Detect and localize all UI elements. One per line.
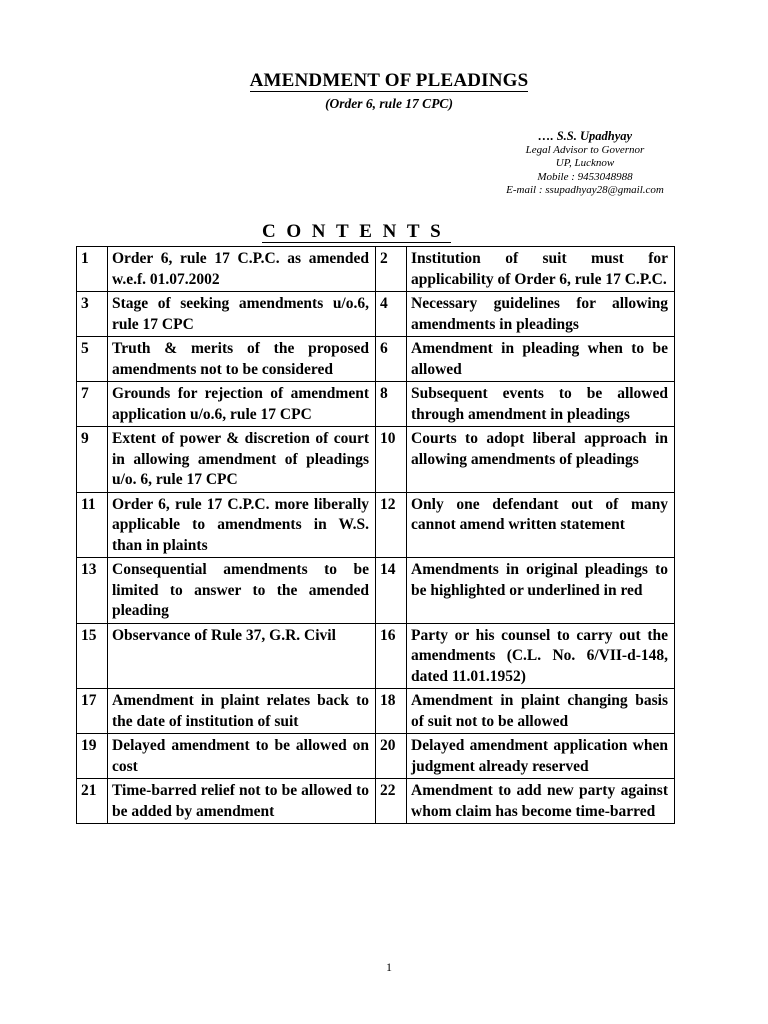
- contents-row: [77, 292, 675, 337]
- contents-item-title: Only one defendant out of many cannot amend written statement: [407, 492, 675, 558]
- contents-row: [77, 382, 675, 427]
- contents-row: [77, 623, 675, 689]
- contents-item-title: Party or his counsel to carry out the amendments (C.L. No. 6/VII-d-148, dated 11.01.1952): [407, 623, 675, 689]
- contents-item-number: 13: [77, 558, 108, 624]
- contents-table-body: [77, 247, 675, 824]
- contents-item-number: 22: [376, 779, 407, 824]
- contents-item-number: 15: [77, 623, 108, 689]
- contents-row: [77, 492, 675, 558]
- contents-item-number: 1: [77, 247, 108, 292]
- contents-item-number: 8: [376, 382, 407, 427]
- contents-item-number: 9: [77, 427, 108, 493]
- contents-item-number: 6: [376, 337, 407, 382]
- contents-row: [77, 558, 675, 624]
- contents-row: [77, 427, 675, 493]
- contents-table: [76, 246, 675, 824]
- author-name: …. S.S. Upadhyay: [537, 129, 633, 143]
- contents-item-number: 3: [77, 292, 108, 337]
- contents-row: [77, 337, 675, 382]
- contents-item-title: Amendment in pleading when to be allowed: [407, 337, 675, 382]
- contents-item-number: 17: [77, 689, 108, 734]
- contents-item-title: Amendment in plaint changing basis of suit not to be allowed: [407, 689, 675, 734]
- contents-item-number: 19: [77, 734, 108, 779]
- contents-item-title: Delayed amendment application when judgment already reserved: [407, 734, 675, 779]
- contents-item-title: Courts to adopt liberal approach in allowing amendments of pleadings: [407, 427, 675, 493]
- contents-item-number: 5: [77, 337, 108, 382]
- contents-item-title: Grounds for rejection of amendment application u/o.6, rule 17 CPC: [108, 382, 376, 427]
- contents-item-title: Truth & merits of the proposed amendments not to be considered: [108, 337, 376, 382]
- contents-row: [77, 734, 675, 779]
- contents-item-number: 16: [376, 623, 407, 689]
- contents-item-title: Consequential amendments to be limited to answer to the amended pleading: [108, 558, 376, 624]
- contents-row: [77, 247, 675, 292]
- contents-item-number: 12: [376, 492, 407, 558]
- contents-item-title: Institution of suit must for applicability of Order 6, rule 17 C.P.C.: [407, 247, 675, 292]
- contents-row: [77, 779, 675, 824]
- contents-item-title: Observance of Rule 37, G.R. Civil: [108, 623, 376, 689]
- contents-item-number: 14: [376, 558, 407, 624]
- contents-heading: CONTENTS: [262, 221, 452, 242]
- contents-item-title: Amendments in original pleadings to be highlighted or underlined in red: [407, 558, 675, 624]
- contents-item-title: Order 6, rule 17 C.P.C. more liberally applicable to amendments in W.S. than in plaints: [108, 492, 376, 558]
- page-number: 1: [386, 960, 392, 974]
- contents-item-number: 7: [77, 382, 108, 427]
- contents-item-number: 20: [376, 734, 407, 779]
- contents-item-number: 18: [376, 689, 407, 734]
- author-block: [460, 129, 710, 198]
- contents-item-title: Delayed amendment to be allowed on cost: [108, 734, 376, 779]
- contents-item-title: Subsequent events to be allowed through amendment in pleadings: [407, 382, 675, 427]
- contents-item-number: 11: [77, 492, 108, 558]
- contents-item-title: Amendment in plaint relates back to the date of institution of suit: [108, 689, 376, 734]
- author-email: E-mail : ssupadhyay28@gmail.com: [506, 184, 664, 197]
- author-mobile: Mobile : 9453048988: [537, 170, 633, 183]
- document-title-text: AMENDMENT OF PLEADINGS: [249, 70, 529, 91]
- contents-item-title: Stage of seeking amendments u/o.6, rule 17 CPC: [108, 292, 376, 337]
- contents-item-number: 2: [376, 247, 407, 292]
- document-title: [0, 70, 768, 92]
- contents-row: [77, 689, 675, 734]
- document-subtitle: (Order 6, rule 17 CPC): [325, 96, 453, 111]
- contents-item-number: 10: [376, 427, 407, 493]
- contents-item-number: 4: [376, 292, 407, 337]
- contents-item-number: 21: [77, 779, 108, 824]
- author-position: Legal Advisor to Governor: [525, 144, 645, 156]
- contents-item-title: Amendment to add new party against whom claim has become time-barred: [407, 779, 675, 824]
- contents-item-title: Extent of power & discretion of court in allowing amendment of pleadings u/o. 6, rule 17 CPC: [108, 427, 376, 493]
- contents-item-title: Necessary guidelines for allowing amendments in pleadings: [407, 292, 675, 337]
- contents-item-title: Time-barred relief not to be allowed to be added by amendment: [108, 779, 376, 824]
- author-location: UP, Lucknow: [555, 157, 615, 170]
- contents-item-title: Order 6, rule 17 C.P.C. as amended w.e.f. 01.07.2002: [108, 247, 376, 292]
